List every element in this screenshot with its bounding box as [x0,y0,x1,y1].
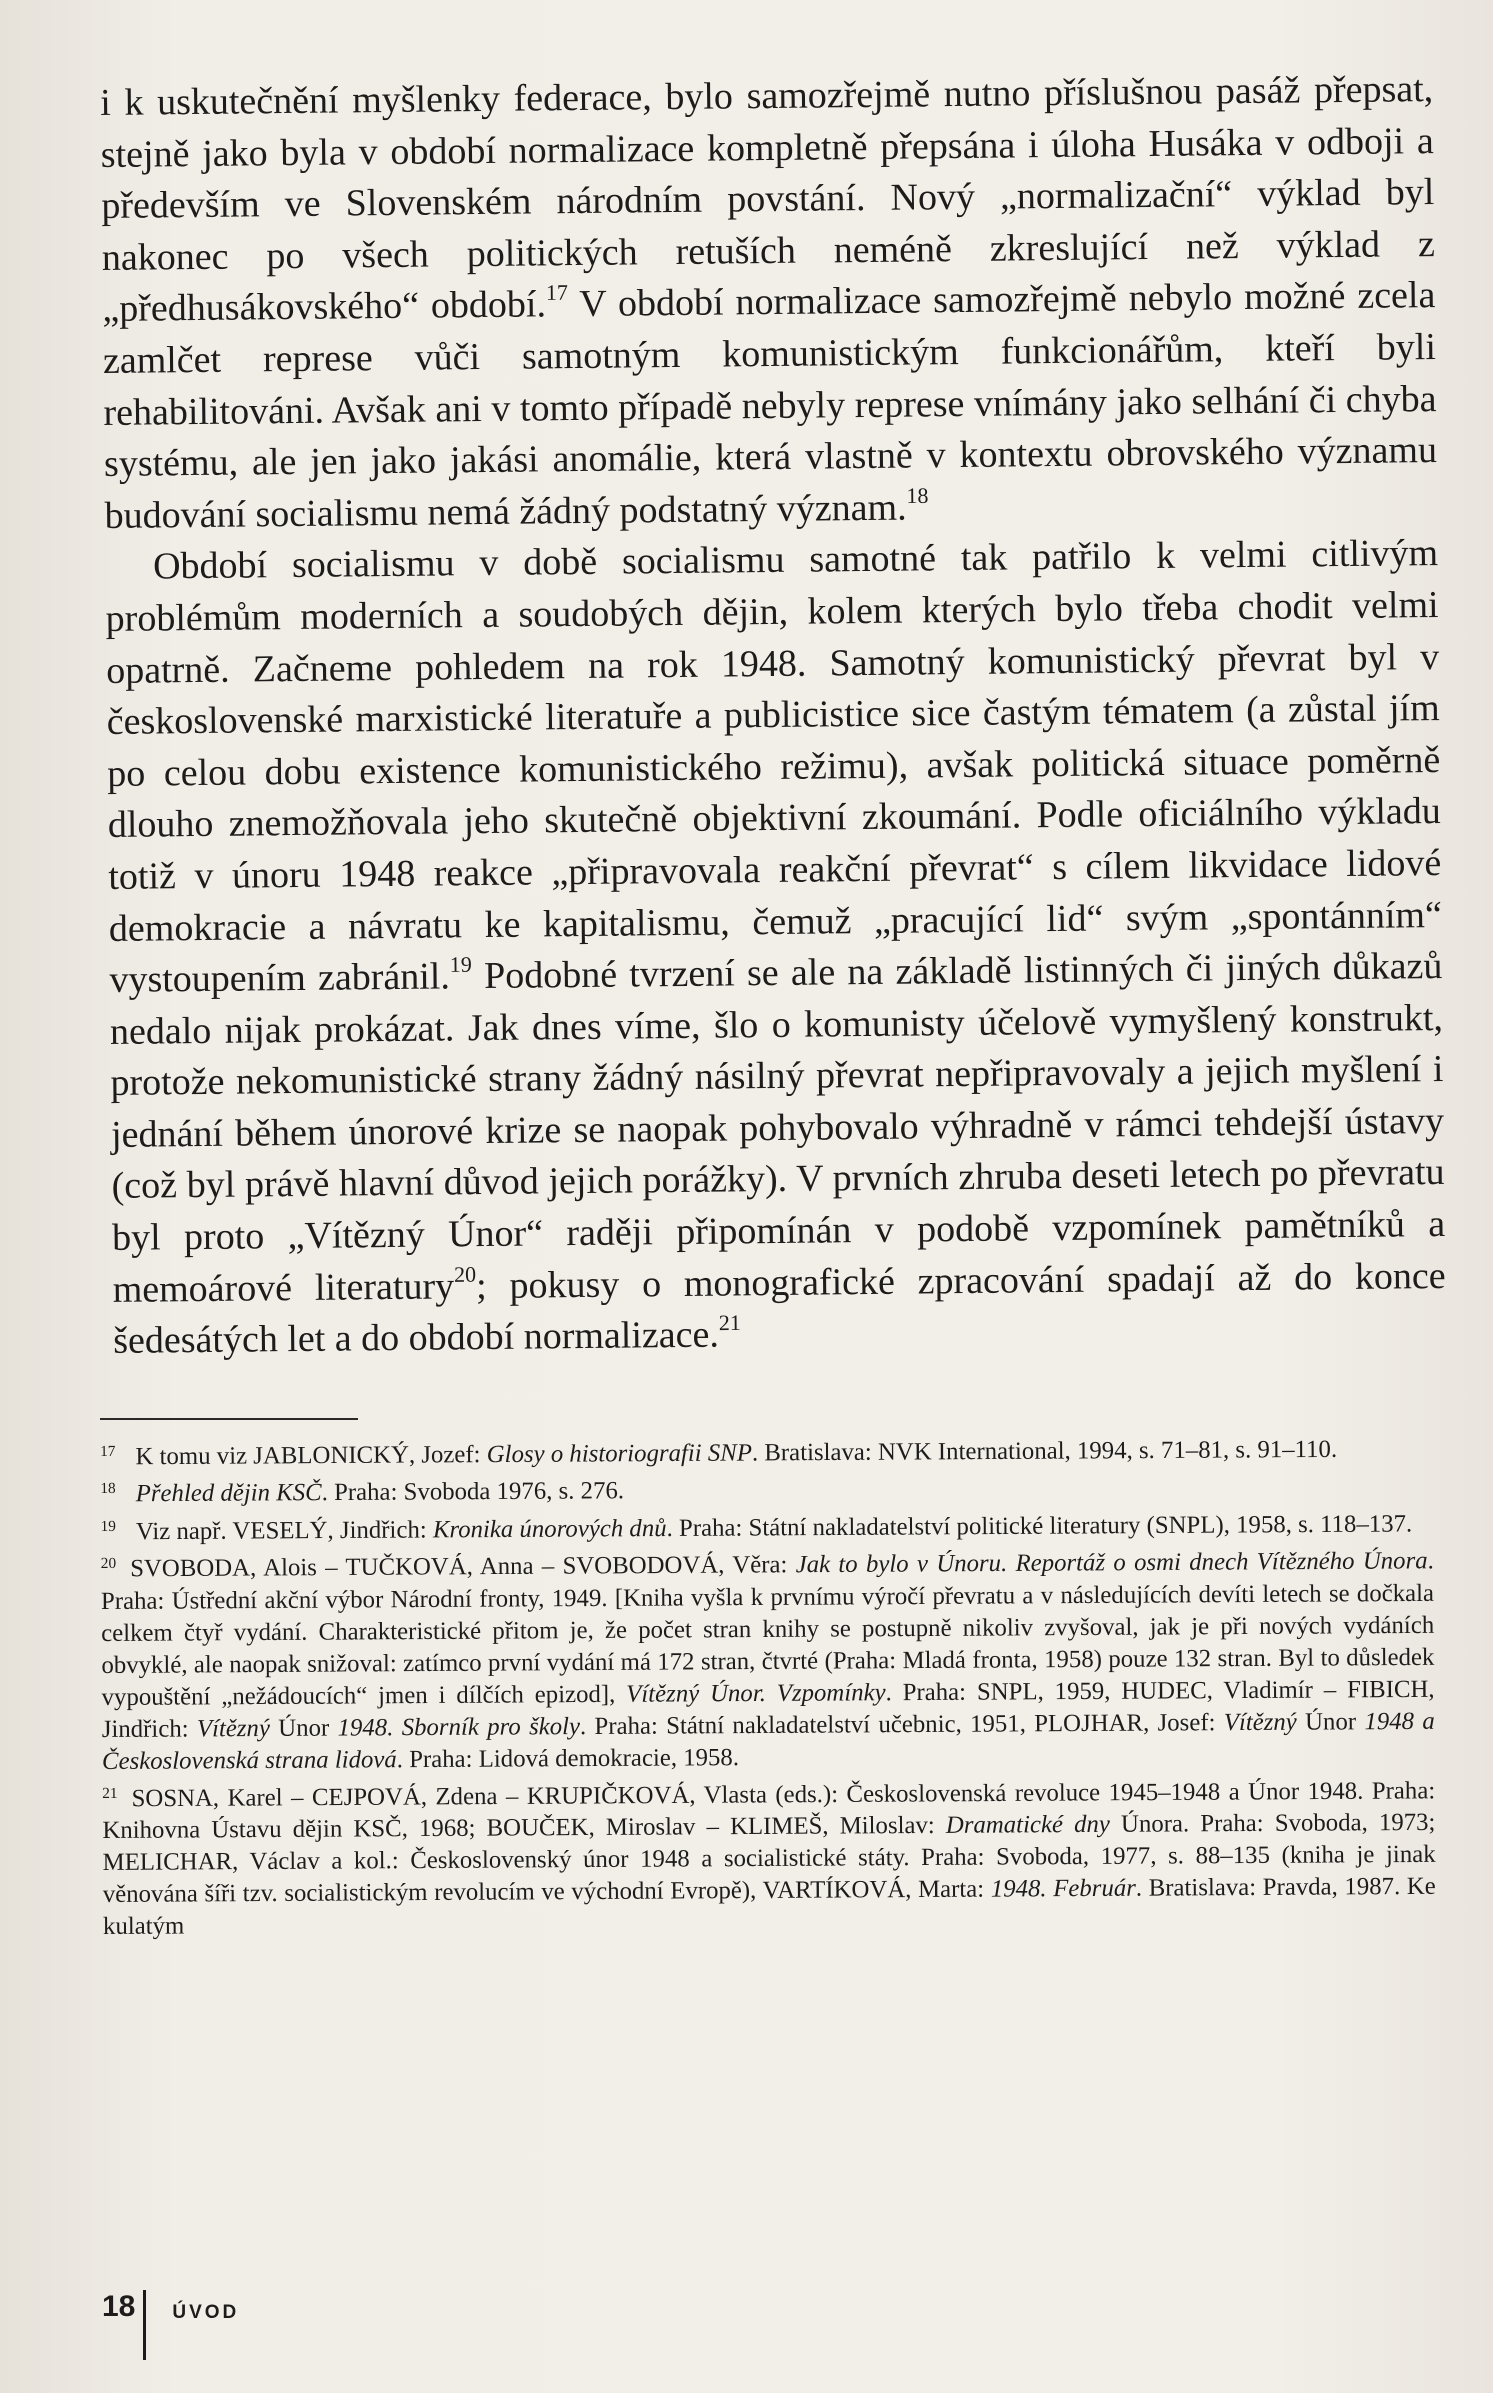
footnote-18: $^{18}$ Přehled dějin KSČ. Praha: Svoboda 1976, s. 276. [100,1477,625,1508]
footer-divider [143,2290,146,2360]
footnote-ref-20[interactable]: 20 [453,1261,477,1287]
page-number: 18 [102,2290,136,2323]
page-footer [102,2290,239,2360]
section-label: ÚVOD [172,2302,240,2323]
footnote-ref-21[interactable]: 21 [718,1310,741,1336]
footnote-20: $^{20}$ SVOBODA, Alois – TUČKOVÁ, Anna – SVOBODOVÁ, Věra: Jak to bylo v Únoru. Reportáž o osmi dnech Vítězného Února. Praha: Ústřední akční výbor Národní fronty, 1949. [Kniha vyšla k prvnímu výročí převratu a v následujících devíti letech se dočkala celkem čtyř vydání. Charakteristické přitom je, že počet stran knihy se postupně nikoliv zvyšoval, jak je při nových vydáních obvyklé, ale naopak snižoval: zatímco první vydání má 172 stran, čtvrté (Praha: Mladá fronta, 1958) pouze 132 stran. Byl to důsledek vypouštění „nežádoucích“ jmen i dílčích epizod], Vítězný Únor. Vzpomínky. Praha: SNPL, 1959, HUDEC, Vladimír – FIBICH, Jindřich: Vítězný Únor 1948. Sborník pro školy. Praha: Státní nakladatelství učebnic, 1951, PLOJHAR, Josef: Vítězný Únor 1948 a Československá strana lidová. Praha: Lidová demokracie, 1958. [100,1547,1435,1775]
main-text [100,64,1446,1368]
footnote-ref-19[interactable]: 19 [449,951,472,977]
footnote-separator [100,1418,358,1420]
paragraph-1: i k uskutečnění myšlenky federace, bylo samozřejmě nutno příslušnou pasáž přepsat, stejně jako byla v období normalizace kompletně přepsána i úloha Husáka v odboji a především ve Slovenském národním povstání. Nový „normalizační“ výklad byl nakonec po všech politických retuších neméně zkreslující než výklad z „předhusákovského“ období.$^{17}$ V období normalizace samozřejmě nebylo možné zcela zamlčet represe vůči samotným komunistickým funkcionářům, kteří byli rehabilitováni. Avšak ani v tomto případě nebyly represe vnímány jako selhání či chyba systému, ale jen jako jakási anomálie, která vlastně v kontextu obrovského významu budování socialismu nemá žádný podstatný význam.$^{18}$ [100,68,1438,537]
footnotes [100,1428,1436,1943]
paragraph-2: Období socialismu v době socialismu samotné tak patřilo k velmi citlivým problémům moderních a soudobých dějin, kolem kterých bylo třeba chodit velmi opatrně. Začneme pohledem na rok 1948. Samotný komunistický převrat byl v československé marxistické literatuře a publicistice sice častým tématem (a zůstal jím po celou dobu existence komunistického režimu), avšak politická situace poměrně dlouho znemožňovala jeho skutečně objektivní zkoumání. Podle oficiálního výkladu totiž v únoru 1948 reakce „připravovala reakční převrat“ s cílem likvidace lidové demokracie a návratu ke kapitalismu, čemuž „pracující lid“ svým „spontánním“ vystoupením zabránil.$^{19}$ Podobné tvrzení se ale na základě listinných či jiných důkazů nedalo nijak prokázat. Jak dnes víme, šlo o komunisty účelově vymyšlený konstrukt, protože nekomunistické strany žádný násilný převrat nepřipravovaly a jejich myšlení i jednání během únorové krize se naopak pohybovalo výhradně v rámci tehdejší ústavy (což byl právě hlavní důvod jejich porážky). V prvních zhruba deseti letech po převratu byl proto „Vítězný Únor“ raději připomínán v podobě vzpomínek pamětníků a memoárové literatury$^{20}$; pokusy o monografické zpracování spadají až do konce šedesátých let a do období normalizace.$^{21}$ [105,532,1446,1363]
footnote-17: $^{17}$ K tomu viz JABLONICKÝ, Jozef: Glosy o historiografii SNP. Bratislava: NVK International, 1994, s. 71–81, s. 91–110. [100,1435,1338,1471]
footnote-ref-17[interactable]: 17 [545,279,569,306]
footnote-19: $^{19}$ Viz např. VESELÝ, Jindřich: Kronika únorových dnů. Praha: Státní nakladatelství politické literatury (SNPL), 1958, s. 118–137. [100,1510,1413,1545]
footnote-21: $^{21}$ SOSNA, Karel – CEJPOVÁ, Zdena – KRUPIČKOVÁ, Vlasta (eds.): Československá revoluce 1945–1948 a Únor 1948. Praha: Knihovna Ústavu dějin KSČ, 1968; BOUČEK, Miroslav – KLIMEŠ, Miloslav: Dramatické dny Února. Praha: Svoboda, 1973; MELICHAR, Václav a kol.: Československý únor 1948 a socialistické státy. Praha: Svoboda, 1977, s. 88–135 (kniha je jinak věnována šíři tzv. socialistickým revolucím ve východní Evropě), VARTÍKOVÁ, Marta: 1948. Február. Bratislava: Pravda, 1987. Ke kulatým [102,1776,1436,1941]
footnote-ref-18[interactable]: 18 [906,482,929,508]
